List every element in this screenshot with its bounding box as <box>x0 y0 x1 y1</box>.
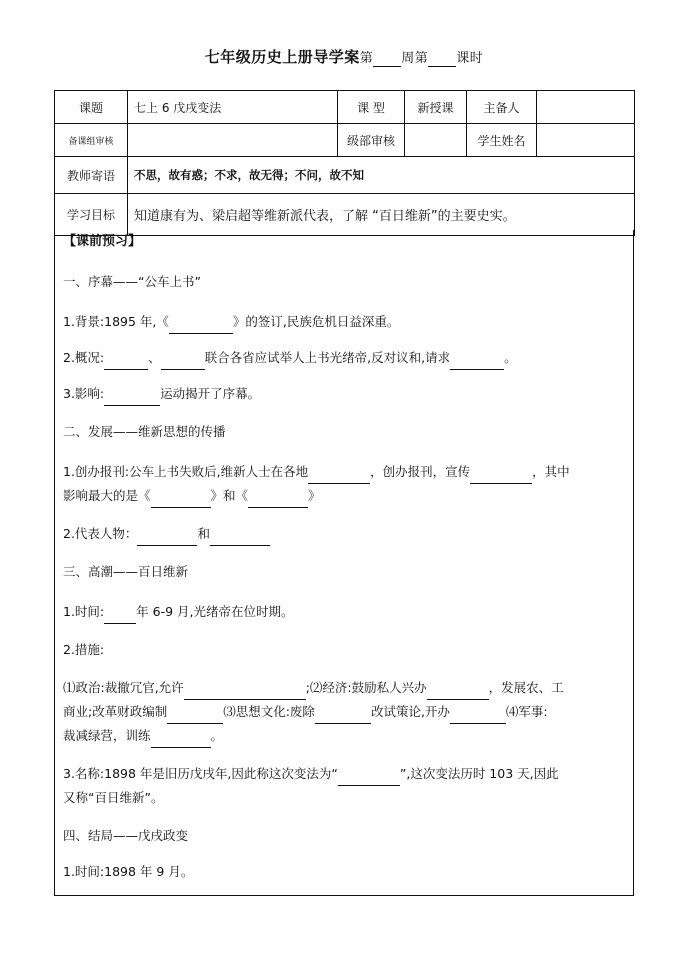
s2-1-text-a: 1.创办报刊:公车上书失败后,维新人士在各地 <box>63 464 309 479</box>
s2-1-text-d: 影响最大的是《 <box>63 488 151 503</box>
mubiao-text: 知道康有为、梁启超等维新派代表，了解 “百日维新”的主要史实。 <box>128 194 635 236</box>
treaty-blank[interactable] <box>169 319 233 334</box>
yuxi-heading: 【课前预习】 <box>63 234 142 249</box>
period-blank[interactable] <box>428 52 456 67</box>
s3-name-line-2: 又称“百日维新”。 <box>63 790 164 805</box>
preview-section <box>54 230 634 896</box>
s3-4-text-d: ⑷军事: <box>505 704 548 719</box>
s3-item-1 <box>63 600 625 624</box>
finance-blank[interactable] <box>167 709 223 724</box>
movement-blank[interactable] <box>104 391 160 406</box>
header-table <box>54 90 635 236</box>
beike-field[interactable] <box>128 124 338 157</box>
s2-1-text-f: 》 <box>308 488 321 503</box>
found-blank[interactable] <box>308 469 370 484</box>
zhubeiren-field[interactable] <box>537 91 635 124</box>
s2-1-text-b: ，创办报刊，宣传 <box>370 464 471 479</box>
s1-2-text-d: 。 <box>504 350 517 365</box>
s1-3-text-a: 3.影响: <box>63 386 105 401</box>
title-di: 第 <box>359 51 374 66</box>
year-blank[interactable] <box>104 609 136 624</box>
keti-label: 课题 <box>55 91 128 124</box>
jibu-field[interactable] <box>405 124 467 157</box>
newspaper-blank-2[interactable] <box>248 493 308 508</box>
s3-4-text-a: 商业;改革财政编制 <box>63 704 168 719</box>
s3-3-text-a: ⑴政治:裁撤冗官,允许 <box>63 680 184 695</box>
s3-item-2: 2.措施: <box>63 642 105 657</box>
s2-2-text-a: 2.代表人物： <box>63 526 138 541</box>
section-4-title: 四、结局——戊戌政变 <box>63 828 189 843</box>
s3-5-text-a: 裁减绿营，训练 <box>63 728 151 743</box>
reform-name-blank[interactable] <box>338 771 400 786</box>
person-blank-1[interactable] <box>104 355 148 370</box>
promote-blank[interactable] <box>470 469 532 484</box>
s2-item-1 <box>63 460 625 484</box>
jiyu-label: 教师寄语 <box>55 157 128 194</box>
person-blank-2[interactable] <box>161 355 205 370</box>
allow-blank[interactable] <box>184 685 306 700</box>
s3-3-text-b: ;⑵经济:鼓励私人兴办 <box>305 680 427 695</box>
s3-4-text-b: ⑶思想文化:废除 <box>223 704 315 719</box>
request-blank[interactable] <box>450 355 504 370</box>
s3-4-text-c: 改试策论,开办 <box>370 704 450 719</box>
title-main: 七年级历史上册导学案 <box>204 48 360 66</box>
figure-blank-1[interactable] <box>137 531 197 546</box>
kexing-label: 课 型 <box>338 91 405 124</box>
s3-6-text-a: 3.名称:1898 年是旧历戊戌年,因此称这次变法为“ <box>63 766 338 781</box>
beike-label: 备课组审核 <box>55 124 128 157</box>
section-1-title: 一、序幕——“公车上书” <box>63 274 201 289</box>
page-title <box>0 46 688 67</box>
s3-5-text-b: 。 <box>210 728 224 743</box>
s1-item-3 <box>63 382 625 406</box>
s2-1-text-e: 》和《 <box>210 488 249 503</box>
week-blank[interactable] <box>373 52 401 67</box>
title-keshi: 课时 <box>456 51 484 66</box>
student-name-field[interactable] <box>537 124 635 157</box>
school-blank[interactable] <box>450 709 506 724</box>
keti-value: 七上 6 戊戌变法 <box>128 91 338 124</box>
s2-item-2 <box>63 522 625 546</box>
s1-1-text-a: 1.背景:1895 年,《 <box>63 314 169 329</box>
zhubeiren-label: 主备人 <box>467 91 537 124</box>
s1-2-text-b: 、 <box>148 350 161 365</box>
s3-1-text-b: 年 6-9 月,光绪帝在位时期。 <box>136 604 294 619</box>
s1-2-text-c: 联合各省应试举人上书光绪帝,反对议和,请求 <box>204 350 451 365</box>
s2-2-text-b: 和 <box>197 526 210 541</box>
s2-item-1-cont <box>63 484 625 508</box>
s1-3-text-b: 运动揭开了序幕。 <box>160 386 261 401</box>
newspaper-blank-1[interactable] <box>151 493 211 508</box>
s3-name-line-1 <box>63 762 625 786</box>
title-zhou: 周第 <box>401 51 429 66</box>
s1-1-text-b: 》的签订,民族危机日益深重。 <box>232 314 400 329</box>
s3-measures-line-2 <box>63 700 625 724</box>
kexing-value: 新授课 <box>405 91 467 124</box>
s1-item-2 <box>63 346 625 370</box>
jiyu-text: 不思，故有惑；不求，故无得；不问，故不知 <box>128 157 635 194</box>
enterprise-blank[interactable] <box>427 685 489 700</box>
s4-item-1: 1.时间:1898 年 9 月。 <box>63 864 194 879</box>
section-3-title: 三、高潮——百日维新 <box>63 564 189 579</box>
s3-3-text-c: ，发展农、工 <box>488 680 564 695</box>
s3-measures-line-3 <box>63 724 625 748</box>
xingming-label: 学生姓名 <box>467 124 537 157</box>
jibu-label: 级部审核 <box>338 124 405 157</box>
abolish-blank[interactable] <box>315 709 371 724</box>
mubiao-label: 学习目标 <box>55 194 128 236</box>
s3-measures-line-1 <box>63 676 625 700</box>
s3-6-text-b: ”,这次变法历时 103 天,因此 <box>399 766 559 781</box>
section-2-title: 二、发展——维新思想的传播 <box>63 424 226 439</box>
s1-2-text-a: 2.概况: <box>63 350 105 365</box>
s3-1-text-a: 1.时间: <box>63 604 105 619</box>
s2-1-text-c: ，其中 <box>532 464 570 479</box>
figure-blank-2[interactable] <box>210 531 270 546</box>
army-blank[interactable] <box>151 733 211 748</box>
s1-item-1 <box>63 310 625 334</box>
